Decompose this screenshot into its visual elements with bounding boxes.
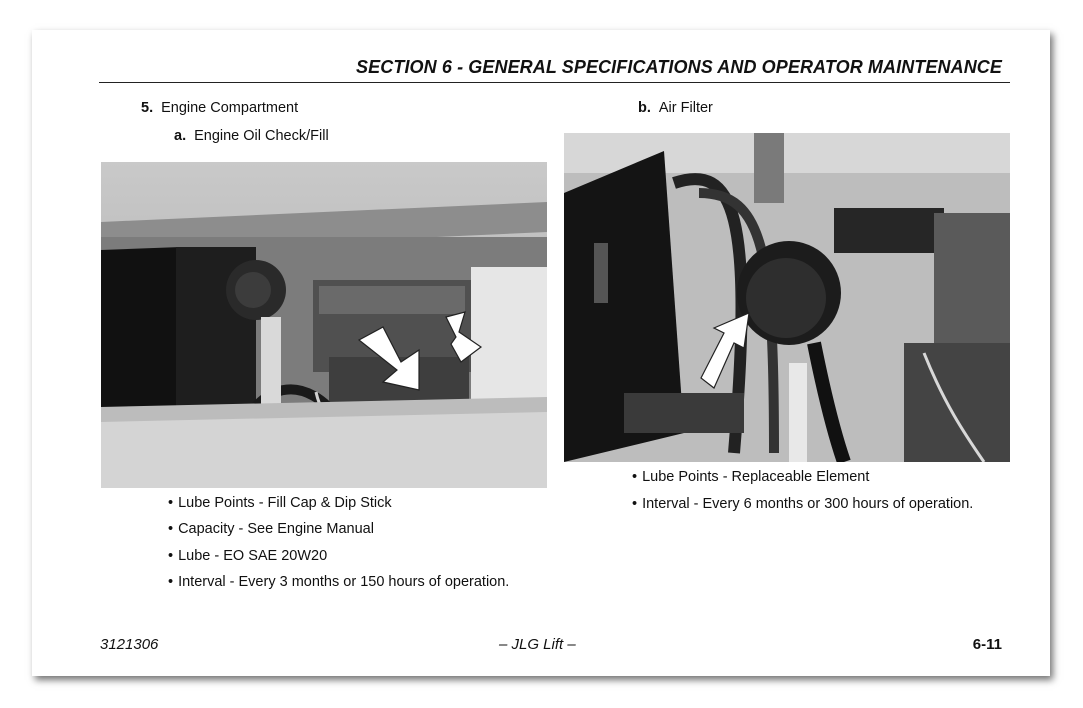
left-bullet-2: • Capacity - See Engine Manual [168,521,374,537]
engine-oil-photo [101,162,547,488]
left-bullet-1: • Lube Points - Fill Cap & Dip Stick [168,495,392,511]
page-number: 6-11 [972,636,1002,653]
manual-page [32,30,1050,676]
subsection-b-heading [638,100,713,116]
air-filter-image [564,133,1010,462]
subsection-a-letter: a. [174,128,187,144]
section-title: Engine Compartment [161,100,299,116]
engine-compartment-image [101,162,547,488]
subsection-b-letter: b. [638,100,651,116]
doc-number: 3121306 [100,636,159,653]
subsection-a-title: Engine Oil Check/Fill [194,128,329,144]
right-bullet-1: • Lube Points - Replaceable Element [632,469,869,485]
section-number: 5. [141,100,154,116]
section-heading [141,100,298,116]
header-rule [99,82,1010,83]
subsection-b-title: Air Filter [658,100,713,116]
section-header: SECTION 6 - GENERAL SPECIFICATIONS AND OPERATOR MAINTENANCE [356,57,1002,77]
left-bullet-4: • Interval - Every 3 months or 150 hours of operation. [168,574,509,590]
footer-publisher: – JLG Lift – [499,636,576,653]
left-bullet-3: • Lube - EO SAE 20W20 [168,548,327,564]
air-filter-photo [564,133,1010,462]
right-bullet-2: • Interval - Every 6 months or 300 hours of operation. [632,496,973,512]
subsection-a-heading [174,128,329,144]
